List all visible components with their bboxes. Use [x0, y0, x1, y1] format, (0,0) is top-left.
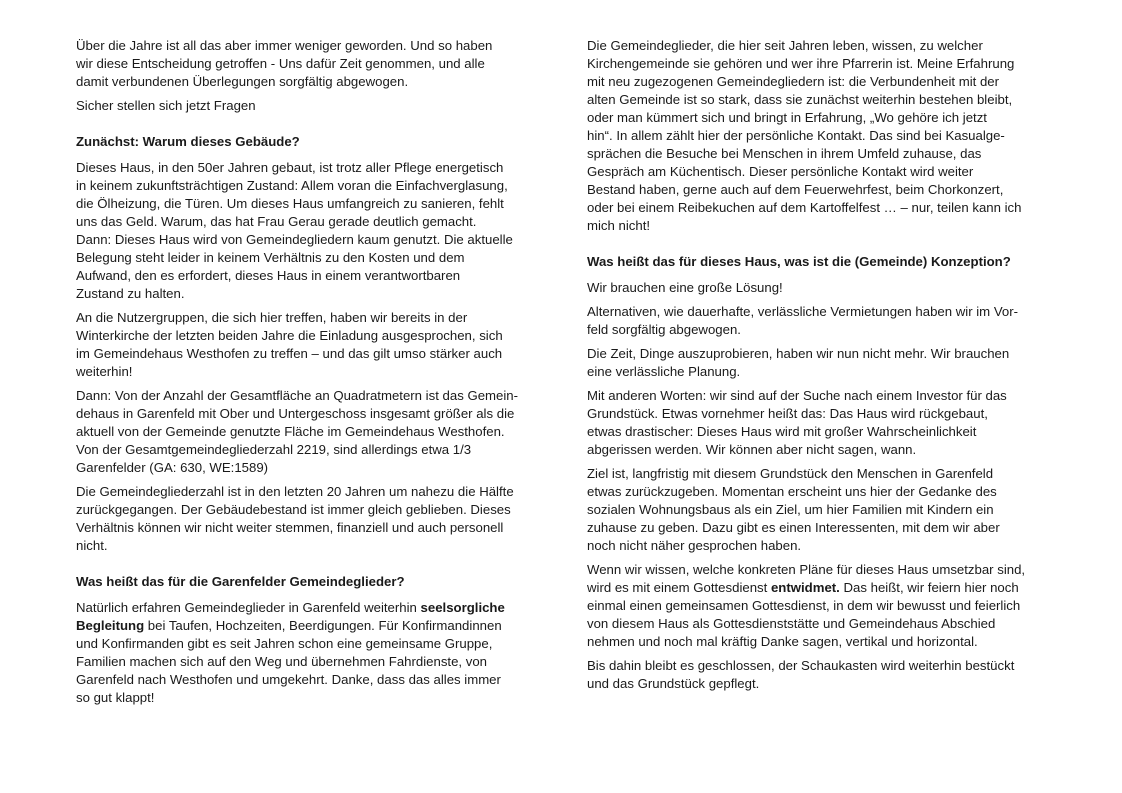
text-line: nehmen und noch mal kräftig Danke sagen, vertikal und horizontal. — [587, 634, 978, 649]
emphasis: seelsorgliche — [420, 600, 505, 615]
text-line: Wir brauchen eine große Lösung! — [587, 280, 783, 295]
text-line: so gut klappt! — [76, 690, 155, 705]
paragraph — [76, 37, 538, 91]
text-line: etwas zurückzugeben. Momentan erscheint uns hier der Gedanke des — [587, 484, 997, 499]
text-line: mich nicht! — [587, 218, 651, 233]
text-line: Belegung steht leider in keinem Verhältnis zu den Kosten und dem — [76, 250, 465, 265]
text-line: wird es mit einem Gottesdienst entwidmet. Das heißt, wir feiern hier noch — [587, 580, 1019, 595]
paragraph — [587, 561, 1049, 651]
text-line: und Konfirmanden gibt es seit Jahren schon eine gemeinsame Gruppe, — [76, 636, 493, 651]
emphasis: Begleitung — [76, 618, 145, 633]
text-line: und das Grundstück gepflegt. — [587, 676, 760, 691]
section-heading: Was heißt das für dieses Haus, was ist die (Gemeinde) Konzeption? — [587, 254, 1011, 269]
section-heading: Was heißt das für die Garenfelder Gemeindeglieder? — [76, 574, 405, 589]
text-line: wir diese Entscheidung getroffen - Uns dafür Zeit genommen, und alle — [76, 56, 485, 71]
paragraph — [76, 97, 538, 115]
text-line: Bestand haben, gerne auch auf dem Feuerwehrfest, beim Chorkonzert, — [587, 182, 1004, 197]
text-line: Verhältnis können wir nicht weiter stemmen, finanziell und auch personell — [76, 520, 504, 535]
text-line: alten Gemeinde ist so stark, dass sie zunächst weiterhin bestehen bleibt, — [587, 92, 1013, 107]
text-line: Ziel ist, langfristig mit diesem Grundstück den Menschen in Garenfeld — [587, 466, 994, 481]
text-line: Dann: Von der Anzahl der Gesamtfläche an Quadratmetern ist das Gemein- — [76, 388, 519, 403]
paragraph — [587, 279, 1049, 297]
text-line: die Ölheizung, die Türen. Um dieses Haus umfangreich zu sanieren, fehlt — [76, 196, 504, 211]
paragraph — [587, 303, 1049, 339]
paragraph — [76, 387, 538, 477]
text-line: im Gemeindehaus Westhofen zu treffen – und das gilt umso stärker auch — [76, 346, 503, 361]
text-line: zuhause zu geben. Dazu gibt es einen Interessenten, mit dem wir aber — [587, 520, 1000, 535]
text-line: Winterkirche der letzten beiden Jahre die Einladung ausgesprochen, sich — [76, 328, 503, 343]
text-line: sozialen Wohnungsbaus als ein Ziel, um hier Familien mit Kindern ein — [587, 502, 994, 517]
text-line: Die Gemeindeglieder, die hier seit Jahren leben, wissen, zu welcher — [587, 38, 983, 53]
text-line: Garenfelder (GA: 630, WE:1589) — [76, 460, 269, 475]
text-line: sprächen die Besuche bei Menschen in ihrem Umfeld zuhause, das — [587, 146, 982, 161]
emphasis: entwidmet. — [770, 580, 840, 595]
text-line: Natürlich erfahren Gemeindeglieder in Garenfeld weiterhin seelsorgliche — [76, 600, 505, 615]
text-line: einmal einen gemeinsamen Gottesdienst, in dem wir bewusst und feierlich — [587, 598, 1021, 613]
text-line: von diesem Haus als Gottesdienststätte und Gemeindehaus Abschied — [587, 616, 996, 631]
text-line: Zustand zu halten. — [76, 286, 185, 301]
paragraph — [76, 483, 538, 555]
paragraph — [587, 465, 1049, 555]
text-line: abgerissen werden. Wir können aber nicht sagen, wann. — [587, 442, 917, 457]
text-line: Bis dahin bleibt es geschlossen, der Schaukasten wird weiterhin bestückt — [587, 658, 1015, 673]
left-column — [76, 37, 538, 713]
section-heading: Zunächst: Warum dieses Gebäude? — [76, 134, 300, 149]
text-line: hin“. In allem zählt hier der persönliche Kontakt. Das sind bei Kasualge- — [587, 128, 1005, 143]
text-line: Sicher stellen sich jetzt Fragen — [76, 98, 256, 113]
text-line: An die Nutzergruppen, die sich hier treffen, haben wir bereits in der — [76, 310, 468, 325]
text-line: mit neu zugezogenen Gemeindegliedern ist: die Verbundenheit mit der — [587, 74, 1000, 89]
text-line: uns das Geld. Warum, das hat Frau Gerau gerade deutlich gemacht. — [76, 214, 477, 229]
paragraph — [76, 599, 538, 707]
text-line: in keinem zukunftsträchtigen Zustand: Allem voran die Einfachverglasung, — [76, 178, 508, 193]
text-line: eine verlässliche Planung. — [587, 364, 741, 379]
paragraph — [587, 657, 1049, 693]
text-line: nicht. — [76, 538, 108, 553]
text-line: Von der Gesamtgemeindegliederzahl 2219, sind allerdings etwa 1/3 — [76, 442, 472, 457]
paragraph — [76, 309, 538, 381]
text-line: etwas drastischer: Dieses Haus wird mit großer Wahrscheinlichkeit — [587, 424, 977, 439]
text-line: Wenn wir wissen, welche konkreten Pläne für dieses Haus umsetzbar sind, — [587, 562, 1026, 577]
text-line: weiterhin! — [76, 364, 133, 379]
text-line: Kirchengemeinde sie gehören und wer ihre Pfarrerin ist. Meine Erfahrung — [587, 56, 1015, 71]
text-line: Über die Jahre ist all das aber immer weniger geworden. Und so haben — [76, 38, 493, 53]
text-line: oder man kümmert sich und bringt in Erfahrung, „Wo gehöre ich jetzt — [587, 110, 987, 125]
text-line: Gespräch am Küchentisch. Dieser persönliche Kontakt wird weiter — [587, 164, 974, 179]
text-line: Die Zeit, Dinge auszuprobieren, haben wir nun nicht mehr. Wir brauchen — [587, 346, 1010, 361]
text-line: aktuell von der Gemeinde genutzte Fläche im Gemeindehaus Westhofen. — [76, 424, 505, 439]
text-line: Mit anderen Worten: wir sind auf der Suche nach einem Investor für das — [587, 388, 1007, 403]
text-line: Begleitung bei Taufen, Hochzeiten, Beerdigungen. Für Konfirmandinnen — [76, 618, 502, 633]
text-line: Dann: Dieses Haus wird von Gemeindegliedern kaum genutzt. Die aktuelle — [76, 232, 513, 247]
text-line: damit verbundenen Überlegungen sorgfältig abgewogen. — [76, 74, 409, 89]
text-line: zurückgegangen. Der Gebäudebestand ist immer gleich geblieben. Dieses — [76, 502, 511, 517]
text-line: Grundstück. Etwas vornehmer heißt das: Das Haus wird rückgebaut, — [587, 406, 988, 421]
text-line: feld sorgfältig abgewogen. — [587, 322, 741, 337]
text-line: noch nicht näher gesprochen haben. — [587, 538, 802, 553]
right-column — [587, 37, 1049, 699]
paragraph — [76, 159, 538, 303]
text-line: Familien machen sich auf den Weg und übernehmen Fahrdienste, von — [76, 654, 488, 669]
paragraph — [587, 387, 1049, 459]
text-line: Alternativen, wie dauerhafte, verlässliche Vermietungen haben wir im Vor- — [587, 304, 1019, 319]
text-line: Dieses Haus, in den 50er Jahren gebaut, ist trotz aller Pflege energetisch — [76, 160, 504, 175]
text-line: Aufwand, den es erfordert, dieses Haus in einem verantwortbaren — [76, 268, 461, 283]
text-line: oder bei einem Reibekuchen auf dem Kartoffelfest … – nur, teilen kann ich — [587, 200, 1022, 215]
text-line: Garenfeld nach Westhofen und umgekehrt. Danke, dass das alles immer — [76, 672, 501, 687]
paragraph — [587, 345, 1049, 381]
text-line: Die Gemeindegliederzahl ist in den letzten 20 Jahren um nahezu die Hälfte — [76, 484, 514, 499]
text-line: dehaus in Garenfeld mit Ober und Untergeschoss insgesamt größer als die — [76, 406, 515, 421]
paragraph — [587, 37, 1049, 235]
